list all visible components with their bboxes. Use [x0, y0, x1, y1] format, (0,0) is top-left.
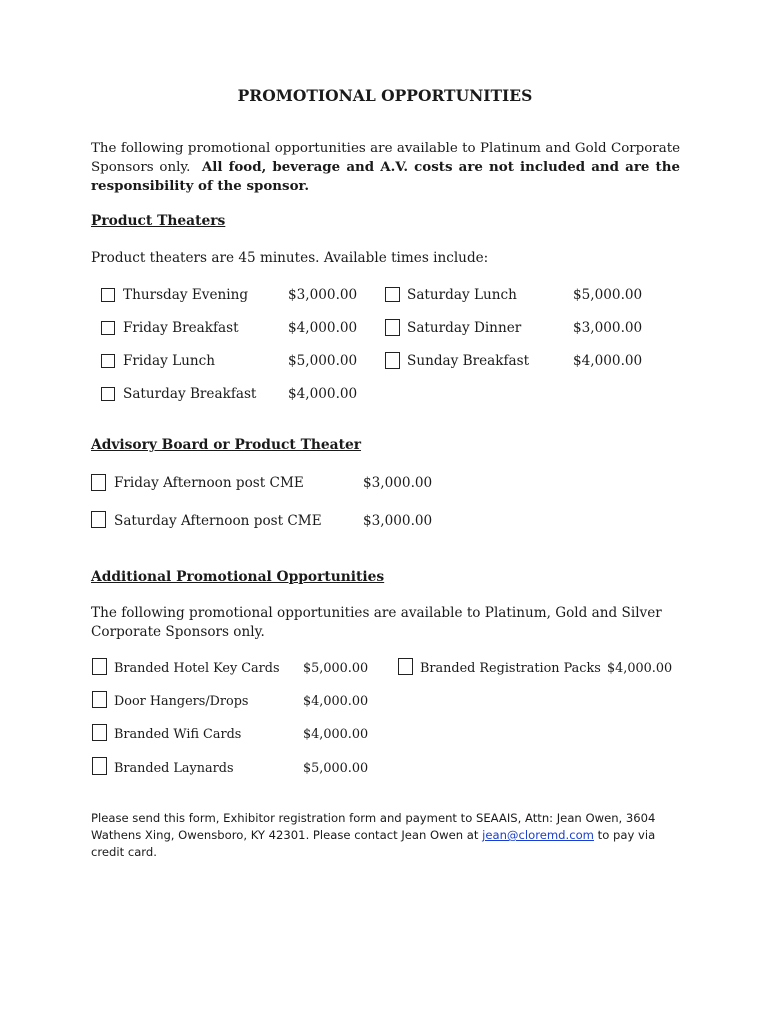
item-label-branded-laynards: Branded Laynards — [114, 761, 234, 776]
footer-instructions — [91, 810, 691, 861]
checkbox-door-hangers-drops[interactable] — [92, 691, 107, 708]
item-label-branded-hotel-key-cards: Branded Hotel Key Cards — [114, 661, 280, 676]
item-price-thursday-evening: $3,000.00 — [288, 287, 358, 303]
item-price-saturday-breakfast: $4,000.00 — [288, 386, 358, 402]
item-price-branded-laynards: $5,000.00 — [303, 761, 369, 776]
checkbox-saturday-breakfast[interactable] — [101, 387, 115, 401]
additional-description-line2: Corporate Sponsors only. — [91, 624, 265, 640]
intro-bold-text: All food, beverage and A.V. costs are not included and are the responsibility of the sponsor. — [91, 159, 680, 194]
footer-text-before: Please send this form, Exhibitor registration form and payment to SEAAIS, Attn: Jean Owen, 3604 Wathens Xing, Owensboro, KY 42301. Please contact Jean Owen at — [91, 811, 656, 842]
item-price-branded-registration-packs: $4,000.00 — [607, 661, 673, 676]
footer-text-after: to pay via credit card. — [91, 828, 656, 859]
item-label-saturday-afternoon-post-cme: Saturday Afternoon post CME — [114, 513, 322, 529]
checkbox-branded-registration-packs[interactable] — [398, 658, 413, 675]
checkbox-friday-afternoon-post-cme[interactable] — [91, 474, 106, 491]
page-title: PROMOTIONAL OPPORTUNITIES — [237, 86, 533, 105]
item-price-sunday-breakfast: $4,000.00 — [573, 353, 643, 369]
item-price-branded-wifi-cards: $4,000.00 — [303, 727, 369, 742]
item-label-sunday-breakfast: Sunday Breakfast — [407, 353, 530, 369]
additional-opportunities-heading: Additional Promotional Opportunities — [91, 569, 385, 585]
checkbox-thursday-evening[interactable] — [101, 288, 115, 302]
item-price-saturday-dinner: $3,000.00 — [573, 320, 643, 336]
item-label-friday-breakfast: Friday Breakfast — [123, 320, 239, 336]
checkbox-sunday-breakfast[interactable] — [385, 352, 400, 369]
intro-paragraph — [91, 140, 680, 196]
checkbox-branded-hotel-key-cards[interactable] — [92, 658, 107, 675]
item-label-saturday-lunch: Saturday Lunch — [407, 287, 517, 303]
item-label-branded-registration-packs: Branded Registration Packs — [420, 661, 601, 676]
checkbox-friday-lunch[interactable] — [101, 354, 115, 368]
product-theaters-heading: Product Theaters — [91, 213, 226, 229]
checkbox-saturday-lunch[interactable] — [385, 287, 400, 302]
item-label-saturday-breakfast: Saturday Breakfast — [123, 386, 257, 402]
product-theaters-description: Product theaters are 45 minutes. Available times include: — [91, 250, 489, 266]
item-label-door-hangers-drops: Door Hangers/Drops — [114, 694, 249, 709]
item-price-saturday-lunch: $5,000.00 — [573, 287, 643, 303]
item-price-saturday-afternoon-post-cme: $3,000.00 — [363, 513, 433, 529]
additional-description-line1: The following promotional opportunities are available to Platinum, Gold and Silver — [91, 605, 662, 621]
intro-plain-text: The following promotional opportunities are available to Platinum and Gold Corporate Sponsors only. — [91, 141, 680, 175]
contact-email-link[interactable]: jean@cloremd.com — [482, 828, 594, 842]
checkbox-friday-breakfast[interactable] — [101, 321, 115, 335]
item-price-friday-breakfast: $4,000.00 — [288, 320, 358, 336]
item-price-friday-afternoon-post-cme: $3,000.00 — [363, 475, 433, 491]
checkbox-branded-wifi-cards[interactable] — [92, 724, 107, 741]
item-label-friday-lunch: Friday Lunch — [123, 353, 215, 369]
checkbox-saturday-afternoon-post-cme[interactable] — [91, 511, 106, 528]
item-price-branded-hotel-key-cards: $5,000.00 — [303, 661, 369, 676]
item-label-branded-wifi-cards: Branded Wifi Cards — [114, 727, 242, 742]
checkbox-branded-laynards[interactable] — [92, 757, 107, 775]
advisory-board-heading: Advisory Board or Product Theater — [91, 437, 362, 453]
item-label-saturday-dinner: Saturday Dinner — [407, 320, 522, 336]
item-price-friday-lunch: $5,000.00 — [288, 353, 358, 369]
checkbox-saturday-dinner[interactable] — [385, 319, 400, 336]
item-label-thursday-evening: Thursday Evening — [123, 287, 249, 303]
item-price-door-hangers-drops: $4,000.00 — [303, 694, 369, 709]
item-label-friday-afternoon-post-cme: Friday Afternoon post CME — [114, 475, 304, 491]
